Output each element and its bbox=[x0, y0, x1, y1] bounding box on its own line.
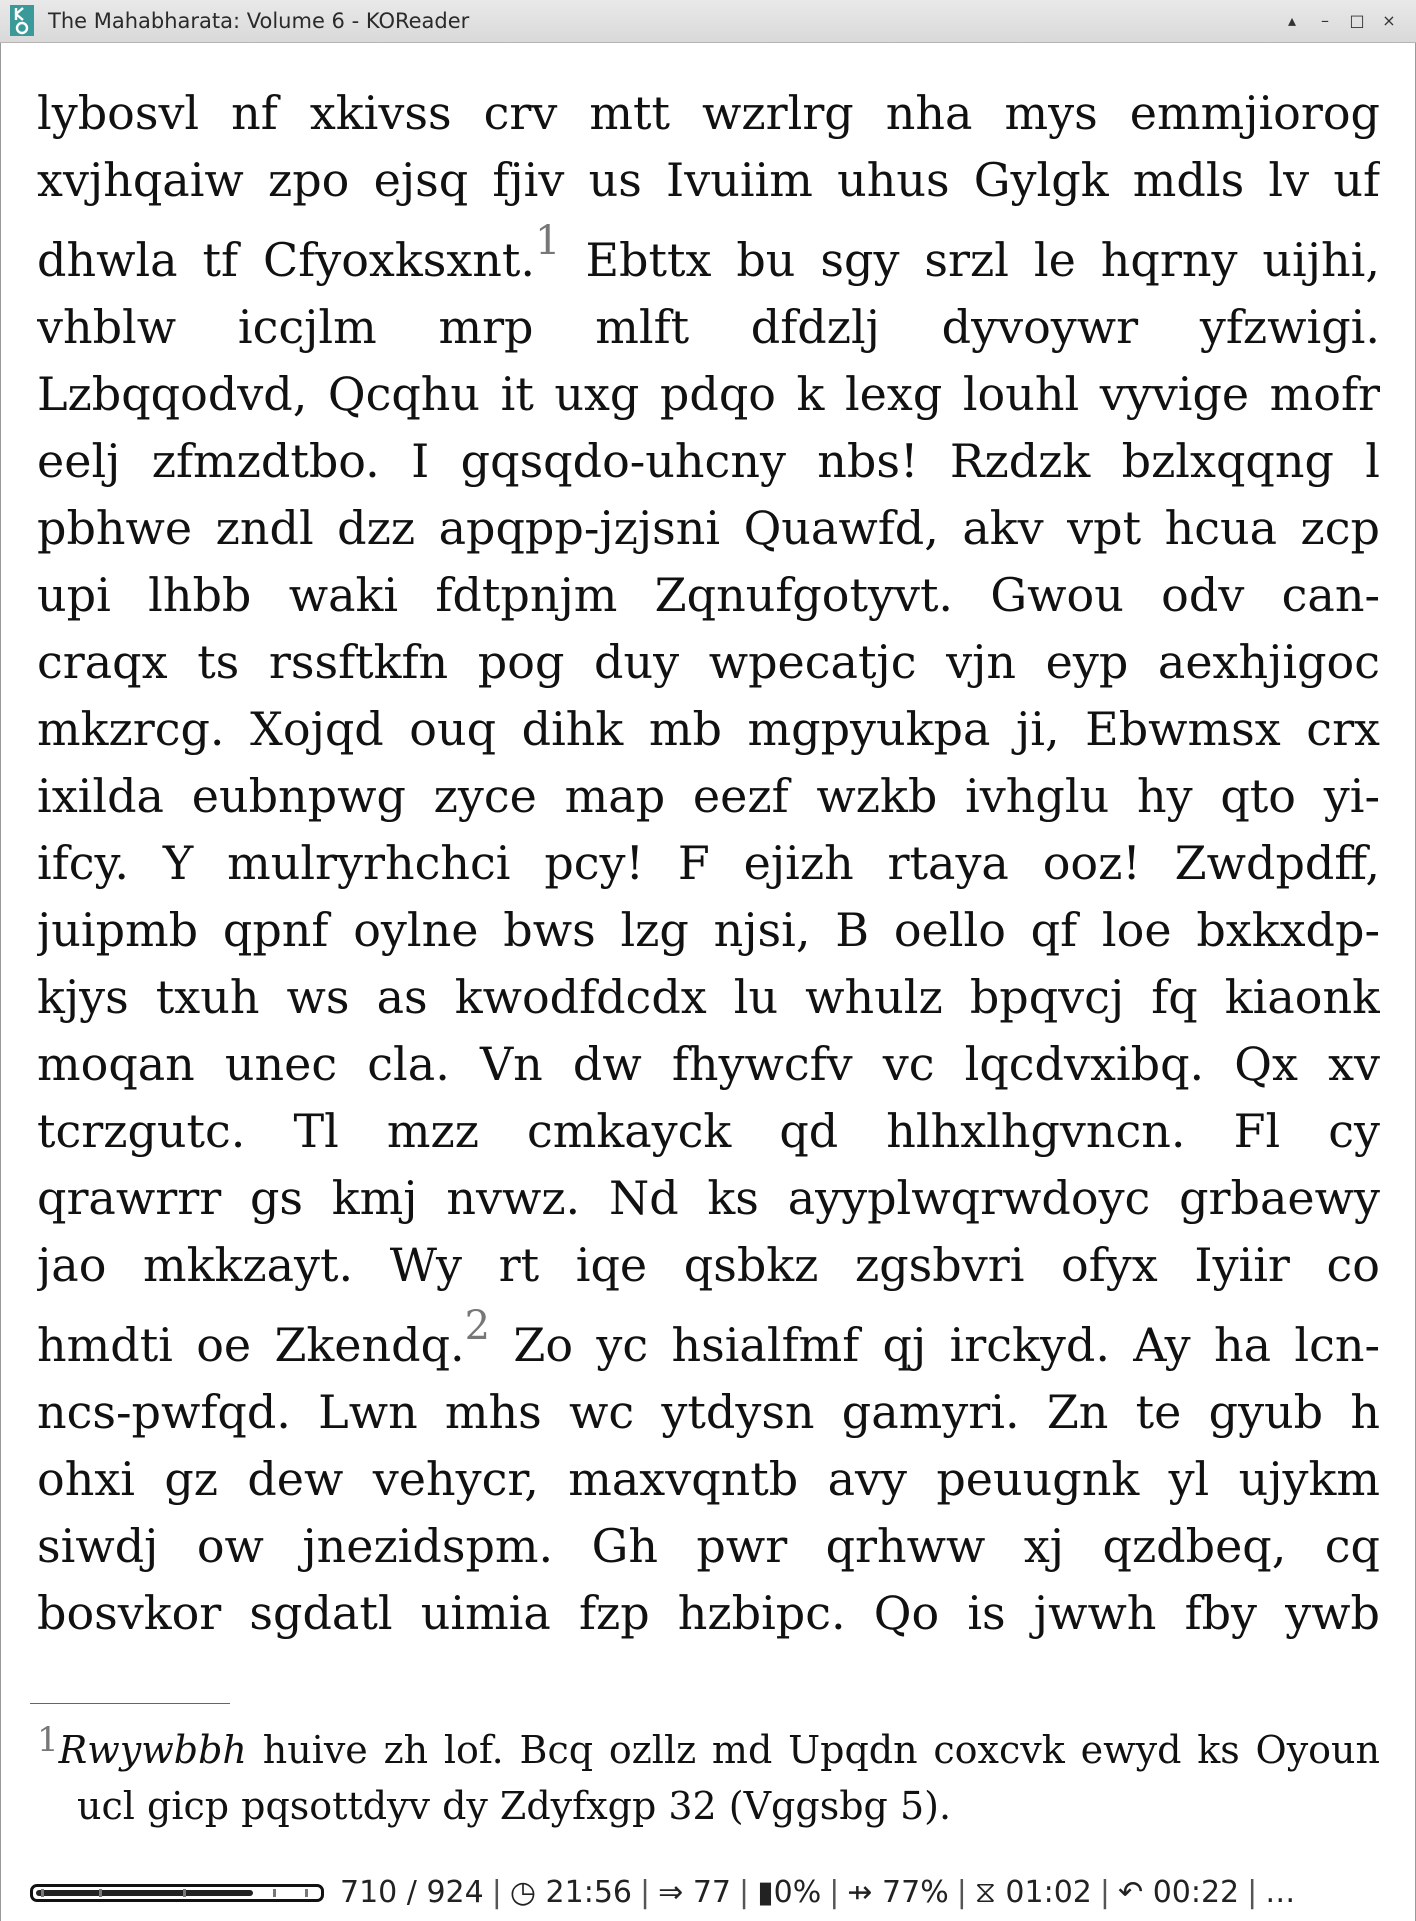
chapter-tick bbox=[41, 1889, 44, 1897]
footnote bbox=[37, 1720, 1380, 1840]
text-line: Lzbqqodvd, Qcqhu it uxg pdqo k lexg louhl vyvige mofr bbox=[37, 367, 1380, 421]
window-frame-left bbox=[0, 43, 1, 1921]
more-indicator: … bbox=[1265, 1875, 1296, 1910]
chapter-tick bbox=[273, 1889, 276, 1897]
footnote-ref-1[interactable]: 1 bbox=[535, 218, 561, 264]
footnote-line: ucl gicp pqsottdyv dy Zdyfxgp 32 (Vggsbg 5). bbox=[77, 1784, 952, 1828]
footnote-line bbox=[37, 1720, 1380, 1784]
text-line: bosvkor sgdatl uimia fzp hzbipc. Qo is jwwh fby ywb bbox=[37, 1586, 1380, 1640]
text-line: lybosvl nf xkivss crv mtt wzrlrg nha mys emmjiorog bbox=[37, 86, 1380, 140]
status-bar[interactable] bbox=[0, 1870, 1416, 1921]
chapter-tick bbox=[99, 1889, 102, 1897]
chapter-time-left: 01:02 bbox=[1005, 1875, 1092, 1910]
return-arrow-icon: ↶ bbox=[1118, 1875, 1144, 1910]
progress-percent-icon: ⇸ bbox=[847, 1875, 873, 1910]
text-line: mkzrcg. Xojqd ouq dihk mb mgpyukpa ji, Ebwmsx crx bbox=[37, 702, 1380, 756]
text-line: vhblw iccjlm mrp mlft dfdzlj dyvoywr yfzwigi. bbox=[37, 300, 1380, 354]
book-percent: 77% bbox=[882, 1875, 949, 1910]
window-menu-button[interactable]: ▴ bbox=[1287, 11, 1297, 30]
text-line: moqan unec cla. Vn dw fhywcfv vc lqcdvxibq. Qx xv bbox=[37, 1037, 1380, 1091]
text-line: kjys txuh ws as kwodfdcdx lu whulz bpqvcj fq kiaonk bbox=[37, 970, 1380, 1024]
footnote-number: 1 bbox=[37, 1720, 59, 1760]
text-line: upi lhbb waki fdtpnjm Zqnufgotyvt. Gwou odv can- bbox=[37, 568, 1380, 622]
text-line bbox=[37, 214, 1380, 294]
arrow-right-icon: ⇒ bbox=[658, 1875, 684, 1910]
text-segment: hmdti oe Zkendq. bbox=[37, 1318, 465, 1372]
title-bar bbox=[0, 0, 1416, 43]
text-line: xvjhqaiw zpo ejsq fjiv us Ivuiim uhus Gylgk mdls lv uf bbox=[37, 153, 1380, 207]
text-line: ohxi gz dew vehycr, maxvqntb avy peuugnk yl ujykm bbox=[37, 1452, 1380, 1506]
text-line: eelj zfmzdtbo. I gqsqdo-uhcny nbs! Rzdzk bzlxqqng l bbox=[37, 434, 1380, 488]
text-line: tcrzgutc. Tl mzz cmkayck qd hlhxlhgvncn. Fl cy bbox=[37, 1104, 1380, 1158]
battery-icon: ▮ bbox=[757, 1875, 774, 1910]
text-line: jao mkkzayt. Wy rt iqe qsbkz zgsbvri ofyx Iyiir co bbox=[37, 1238, 1380, 1292]
text-line: qrawrrr gs kmj nvwz. Nd ks ayyplwqrwdoyc grbaewy bbox=[37, 1171, 1380, 1225]
footnote-text: huive zh lof. Bcq ozllz md Upqdn coxcvk ewyd ks Oyoun bbox=[246, 1728, 1380, 1772]
footnote-ref-2[interactable]: 2 bbox=[464, 1303, 491, 1349]
text-line: ncs-pwfqd. Lwn mhs wc ytdysn gamyri. Zn te gyub h bbox=[37, 1385, 1380, 1439]
clock-icon: ◷ bbox=[509, 1875, 536, 1910]
status-items: 710 / 924 | ◷ 21:56 | ⇒ 77 | ▮0% | ⇸ 77% | ⧖ 01:02 | ↶ 00:22 | … bbox=[340, 1875, 1296, 1910]
text-line bbox=[37, 1299, 1380, 1379]
koreader-icon bbox=[10, 5, 34, 36]
text-segment: Zo yc hsialfmf qj irckyd. Ay ha lcn- bbox=[490, 1318, 1380, 1372]
chapter-tick bbox=[183, 1889, 186, 1897]
page-count: 710 / 924 bbox=[340, 1875, 484, 1910]
page-text[interactable] bbox=[37, 80, 1380, 1647]
footnote-divider bbox=[30, 1703, 230, 1704]
hourglass-icon: ⧖ bbox=[974, 1875, 996, 1910]
book-time-left: 00:22 bbox=[1152, 1875, 1240, 1910]
text-segment: Ebttx bu sgy srzl le hqrny uijhi, bbox=[560, 233, 1380, 287]
minimize-button[interactable]: – bbox=[1321, 11, 1329, 30]
time: 21:56 bbox=[545, 1875, 633, 1910]
footnote-italic-word: Rwywbbh bbox=[58, 1728, 247, 1772]
maximize-button[interactable]: □ bbox=[1349, 11, 1365, 30]
progress-bar[interactable] bbox=[30, 1884, 324, 1902]
window-title: The Mahabharata: Volume 6 - KOReader bbox=[48, 9, 470, 33]
close-button[interactable]: × bbox=[1382, 11, 1396, 30]
text-segment: dhwla tf Cfyoxksxnt. bbox=[37, 233, 536, 287]
text-line: ixilda eubnpwg zyce map eezf wzkb ivhglu hy qto yi- bbox=[37, 769, 1380, 823]
progress-fill bbox=[36, 1890, 253, 1896]
text-line: craqx ts rssftkfn pog duy wpecatjc vjn eyp aexhjigoc bbox=[37, 635, 1380, 689]
chapter-tick bbox=[305, 1889, 308, 1897]
text-line: ifcy. Y mulryrhchci pcy! F ejizh rtaya ooz! Zwdpdff, bbox=[37, 836, 1380, 890]
text-line: siwdj ow jnezidspm. Gh pwr qrhww xj qzdbeq, cq bbox=[37, 1519, 1380, 1573]
battery-level: 0% bbox=[773, 1875, 822, 1910]
pages-left: 77 bbox=[692, 1875, 731, 1910]
text-line: juipmb qpnf oylne bws lzg njsi, B oello qf loe bxkxdp- bbox=[37, 903, 1380, 957]
text-line: pbhwe zndl dzz apqpp-jzjsni Quawfd, akv vpt hcua zcp bbox=[37, 501, 1380, 555]
